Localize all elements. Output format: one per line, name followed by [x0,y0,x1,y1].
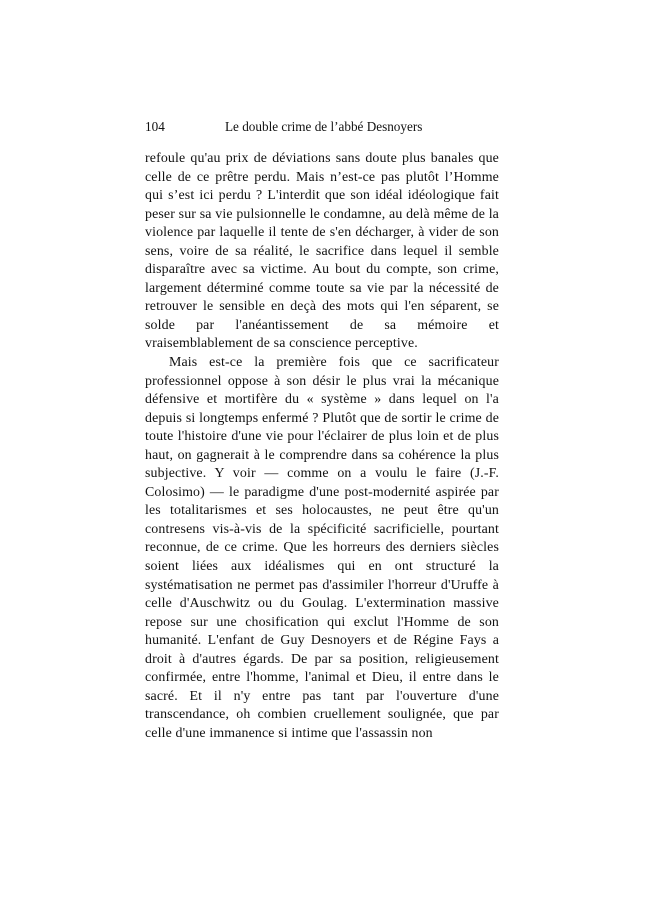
book-page [145,118,499,744]
body-text [145,150,499,744]
paragraph-continued: refoule qu'au prix de déviations sans doute plus banales que celle de ce prêtre perdu. Mais n’est-ce pas plutôt l’Homme qui s’est ici perdu ? L'interdit que son idéal idéologique fait peser sur sa vie pulsionnelle le condamne, au delà même de la violence par laquelle il tente de s'en décharger, à vider de son sens, voire de sa réalité, le sacrifice dans lequel il semble disparaître avec sa victime. Au bout du compte, son crime, largement déterminé comme toute sa vie par la nécessité de retrouver le sensible en deçà des mots qui l'en séparent, se solde par l'anéantissement de sa mémoire et vraisemblablement de sa conscience perceptive. [145,151,499,352]
running-header [145,118,499,136]
book-title: Le double crime de l’abbé Desnoyers [225,119,423,134]
paragraph: Mais est-ce la première fois que ce sacrificateur professionnel oppose à son désir le plus vrai la mécanique défensive et mortifère du « système » dans lequel on l'a depuis si longtemps enfermé ? Plutôt que de sortir le crime de toute l'histoire d'une vie pour l'éclairer de plus loin et de plus haut, on gagnerait à le comprendre dans sa cohérence la plus subjective. Y voir — comme on a voulu le faire (J.-F. Colosimo) — le paradigme d'une post-modernité aspirée par les totalitarismes et ses holocaustes, ne peut être qu'un contresens vis-à-vis de la spécificité sacrificielle, pourtant reconnue, de ce crime. Que les horreurs des derniers siècles soient liées aux idéalismes qui en ont structuré la systématisation ne permet pas d'assimiler l'horreur d'Uruffe à celle d'Auschwitz ou du Goulag. L'extermination massive repose sur une chosification qui exclut l'Homme de son humanité. L'enfant de Guy Desnoyers et de Régine Fays a droit à d'autres égards. De par sa position, religieusement confirmée, entre l'homme, l'animal et Dieu, il entre dans le sacré. Et il n'y entre pas tant par l'ouverture d'une transcendance, oh combien cruellement soulignée, que par celle d'une immanence si intime que l'assassin non [145,355,499,741]
page-number: 104 [145,119,165,134]
